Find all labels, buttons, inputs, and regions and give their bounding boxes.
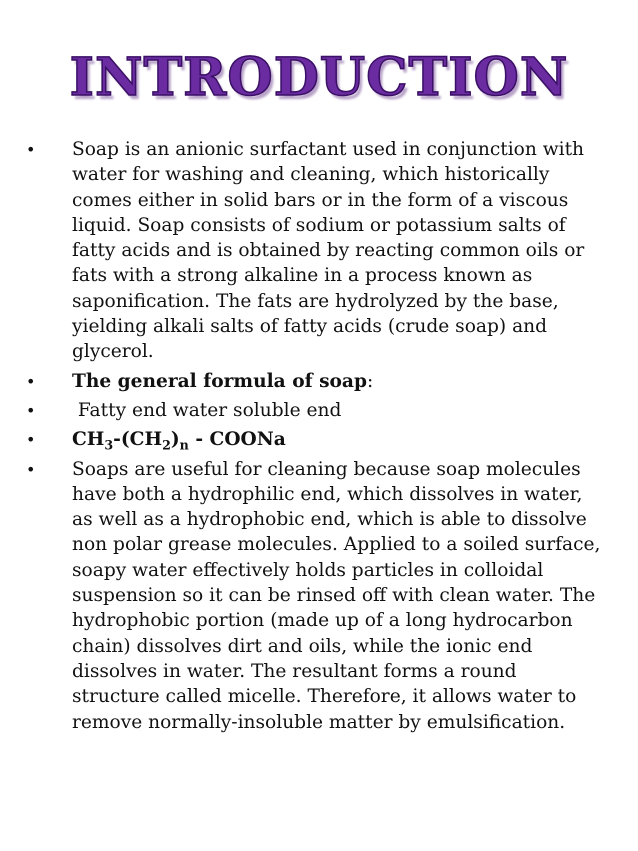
- bullet-icon: •: [26, 400, 36, 420]
- formula-subscript: 3: [104, 437, 114, 453]
- bullet-icon: •: [26, 371, 36, 391]
- bullet-list: [26, 137, 606, 739]
- bullet-icon: •: [26, 459, 36, 479]
- bullet-item-cleaning: [26, 457, 606, 735]
- formula-part: -(CH: [113, 429, 163, 451]
- soap-formula: [72, 427, 606, 452]
- bullet-item-ends: [26, 398, 606, 423]
- title-container: [0, 47, 638, 108]
- formula-subscript: n: [179, 437, 189, 453]
- formula-part: CH: [72, 429, 105, 451]
- formula-subscript: 2: [162, 437, 171, 453]
- general-formula-heading: The general formula of soap: [72, 370, 367, 392]
- slide-title: INTRODUCTION: [69, 47, 569, 108]
- heading-colon: :: [367, 370, 374, 392]
- bullet-text: Soap is an anionic surfactant used in conjunction with water for washing and cleaning, which historically comes either in solid bars or in the form of a viscous liquid. Soap consists of sodium or potassium salts of fatty acids and is obtained by reacting common oils or fats with a strong alkaline in a process known as saponification. The fats are hydrolyzed by the base, yielding alkali salts of fatty acids (crude soap) and glycerol.: [72, 139, 585, 363]
- bullet-text: Soaps are useful for cleaning because soap molecules have both a hydrophilic end, which dissolves in water, as well as a hydrophobic end, which is able to dissolve non polar grease molecules. Applied to a soiled surface, soapy water effectively holds particles in colloidal suspension so it can be rinsed off with clean water. The hydrophobic portion (made up of a long hydrocarbon chain) dissolves dirt and oils, while the ionic end dissolves in water. The resultant forms a round structure called micelle. Therefore, it allows water to remove normally-insoluble matter by emulsification.: [72, 458, 601, 733]
- bullet-text: [72, 369, 606, 394]
- bullet-item-formula: [26, 427, 606, 452]
- bullet-icon: •: [26, 140, 36, 159]
- formula-part: - COONa: [188, 429, 286, 451]
- bullet-icon: •: [26, 430, 36, 450]
- bullet-item-general-formula: [26, 369, 606, 394]
- bullet-item-definition: [26, 137, 606, 365]
- formula-part: ): [170, 429, 180, 451]
- bullet-text: Fatty end water soluble end: [72, 399, 342, 421]
